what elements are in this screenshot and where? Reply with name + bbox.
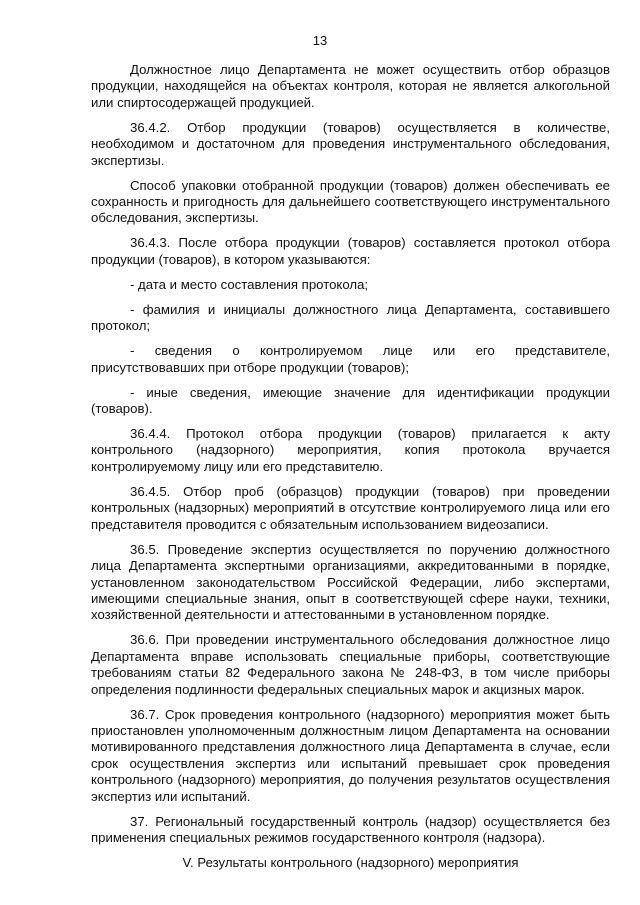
paragraph-36-6: 36.6. При проведении инструментального обследования должностное лицо Департамента вправе использовать специальные приборы, соответствующие требованиям статьи 82 Федерального закона № 248-ФЗ, в том числе приборы определения подлинности федеральных специальных марок и акцизных марок. <box>91 632 610 697</box>
page-number: 13 <box>312 33 328 48</box>
paragraph-36-4-5: 36.4.5. Отбор проб (образцов) продукции (товаров) при проведении контрольных (надзорных) мероприятий в отсутствие контролируемого лица или его представителя проводится с обязательным использованием видеозаписи. <box>91 483 610 532</box>
list-item-controlled-person: - сведения о контролируемом лице или его представителе, присутствовавших при отборе продукции (товаров); <box>91 343 610 375</box>
paragraph-36-4-3: 36.4.3. После отбора продукции (товаров) составляется протокол отбора продукции (товаров), в котором указываются: <box>91 235 610 267</box>
paragraph-37: 37. Региональный государственный контроль (надзор) осуществляется без применения специальных режимов государственного контроля (надзора). <box>91 813 610 845</box>
paragraph-packaging: Способ упаковки отобранной продукции (товаров) должен обеспечивать ее сохранность и пригодность для дальнейшего соответствующего инструментального обследования, экспертизы. <box>91 177 610 226</box>
paragraph-sample-selection-restriction: Должностное лицо Департамента не может осуществить отбор образцов продукции, находящейся на объектах контроля, которая не является алкогольной или спиртосодержащей продукцией. <box>91 62 610 110</box>
paragraph-36-4-4: 36.4.4. Протокол отбора продукции (товаров) прилагается к акту контрольного (надзорного) мероприятия, копия протокола вручается контролируемому лицу или его представителю. <box>91 426 610 474</box>
list-item-date-place: - дата и место составления протокола; <box>130 276 369 292</box>
document-body <box>91 62 610 880</box>
section-heading: V. Результаты контрольного (надзорного) мероприятия <box>182 854 519 870</box>
paragraph-36-5: 36.5. Проведение экспертиз осуществляется по поручению должностного лица Департамента экспертными организациями, аккредитованными в порядке, установленном законодательством Российской Федерации, либо экспертами, имеющими специальные знания, опыт в соответствующей сфере науки, техники, хозяйственной деятельности и аттестованными в установленном порядке. <box>91 541 610 623</box>
list-item-official-name: - фамилия и инициалы должностного лица Департамента, составившего протокол; <box>91 301 610 334</box>
list-item-other-info: - иные сведения, имеющие значение для идентификации продукции (товаров). <box>91 384 610 417</box>
paragraph-36-4-2: 36.4.2. Отбор продукции (товаров) осуществляется в количестве, необходимом и достаточном для проведения инструментального обследования, экспертизы. <box>91 119 610 168</box>
paragraph-36-7: 36.7. Срок проведения контрольного (надзорного) мероприятия может быть приостановлен уполномоченным должностным лицом Департамента на основании мотивированного представления должностного лица Департамента в случае, если срок осуществления экспертиз или испытаний превышает срок проведения контрольного (надзорного) мероприятия, до получения результатов осуществления экспертиз или испытаний. <box>91 706 610 804</box>
